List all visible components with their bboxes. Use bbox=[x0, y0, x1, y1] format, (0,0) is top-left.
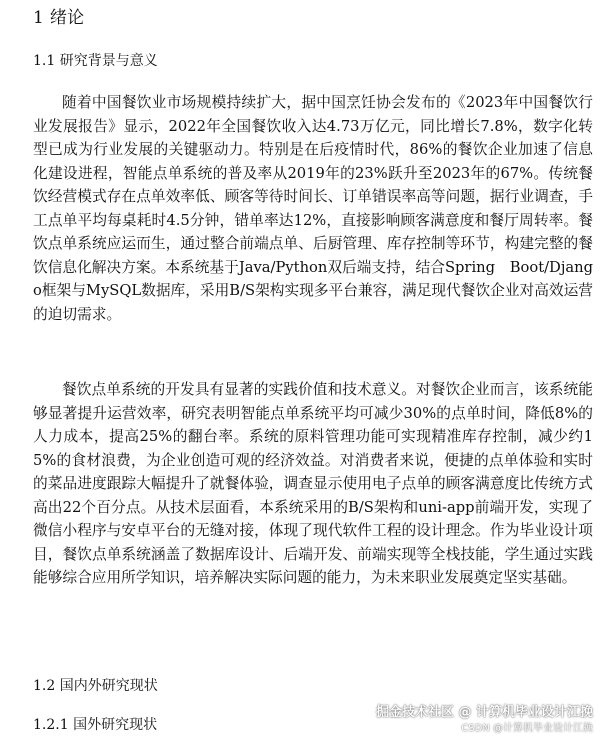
subsection-heading-1-2-1: 1.2.1 国外研究现状 bbox=[33, 717, 158, 733]
chapter-title: 1 绪论 bbox=[33, 8, 85, 28]
watermark-line-1: 掘金技术社区 @ 计算机毕业设计江挽 bbox=[375, 705, 593, 720]
watermark bbox=[376, 704, 593, 736]
section-heading-1-2: 1.2 国内外研究现状 bbox=[33, 678, 158, 694]
watermark-line-2: CSDN @计算机毕业设计江挽 bbox=[461, 723, 593, 734]
body-paragraph-1: 随着中国餐饮业市场规模持续扩大，据中国烹饪协会发布的《2023年中国餐饮行业发展报告》显示，2022年全国餐饮收入达4.73万亿元，同比增长7.8%，数字化转型已成为行业发展的关键驱动力。特别是在后疫情时代，86%的餐饮企业加速了信息化建设进程，智能点单系统的普及率从2019年的23%跃升至2023年的67%。传统餐饮经营模式存在点单效率低、顾客等待时间长、订单错误率高等问题，据行业调查，手工点单平均每桌耗时4.5分钟，错单率达12%，直接影响顾客满意度和餐厅周转率。餐饮点单系统应运而生，通过整合前端点单、后厨管理、库存控制等环节，构建完整的餐饮信息化解决方案。本系统基于Java/Python双后端支持，结合Spring Boot/Django框架与MySQL数据库，采用B/S架构实现多平台兼容，满足现代餐饮企业对高效运营的迫切需求。 bbox=[33, 94, 593, 323]
body-paragraph-2: 餐饮点单系统的开发具有显著的实践价值和技术意义。对餐饮企业而言，该系统能够显著提升运营效率，研究表明智能点单系统平均可减少30%的点单时间，降低8%的人力成本，提高25%的翻台率。系统的原料管理功能可实现精准库存控制，减少约15%的食材浪费，为企业创造可观的经济效益。对消费者来说，便捷的点单体验和实时的菜品进度跟踪大幅提升了就餐体验，调查显示使用电子点单的顾客满意度比传统方式高出22个百分点。从技术层面看，本系统采用的B/S架构和uni-app前端开发，实现了微信小程序与安卓平台的无缝对接，体现了现代软件工程的设计理念。作为毕业设计项目，餐饮点单系统涵盖了数据库设计、后端开发、前端实现等全栈技能，学生通过实践能够综合应用所学知识，培养解决实际问题的能力，为未来职业发展奠定坚实基础。 bbox=[33, 381, 593, 586]
section-heading-1-1: 1.1 研究背景与意义 bbox=[33, 53, 158, 69]
